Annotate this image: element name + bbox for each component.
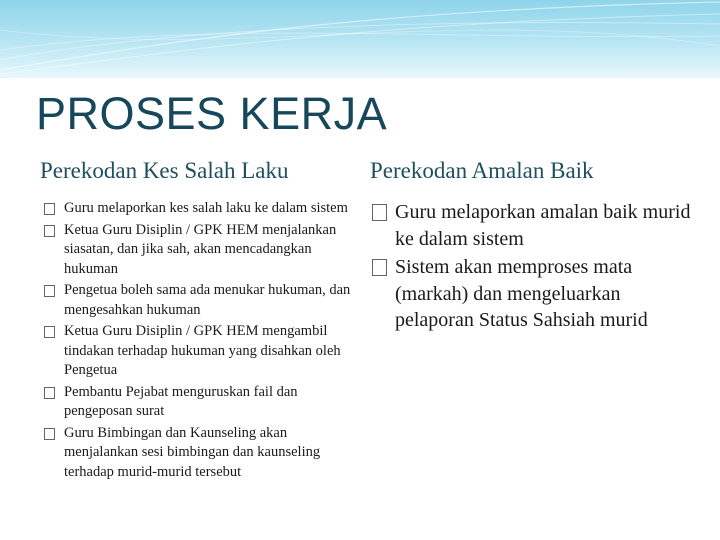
left-column-heading: Perekodan Kes Salah Laku <box>40 158 289 183</box>
right-column-heading: Perekodan Amalan Baik <box>370 158 594 183</box>
list-item: Guru melaporkan amalan baik murid ke dalam sistem <box>372 199 692 252</box>
list-item: Ketua Guru Disiplin / GPK HEM menjalankan siasatan, dan jika sah, akan mencadangkan hukuman <box>44 221 354 280</box>
left-bullet-list <box>44 199 354 484</box>
header-band <box>0 0 720 78</box>
list-item: Guru melaporkan kes salah laku ke dalam sistem <box>44 199 354 219</box>
square-bullet-icon <box>372 259 387 276</box>
square-bullet-icon <box>44 225 55 237</box>
square-bullet-icon <box>44 428 55 440</box>
square-bullet-icon <box>44 387 55 399</box>
square-bullet-icon <box>44 203 55 215</box>
list-item: Sistem akan memproses mata (markah) dan mengeluarkan pelaporan Status Sahsiah murid <box>372 254 692 334</box>
decorative-wave-lines <box>0 0 720 78</box>
list-item: Ketua Guru Disiplin / GPK HEM mengambil tindakan terhadap hukuman yang disahkan oleh Pengetua <box>44 322 354 381</box>
square-bullet-icon <box>44 326 55 338</box>
square-bullet-icon <box>372 204 387 221</box>
page-title: PROSES KERJA <box>36 88 388 139</box>
list-item: Pengetua boleh sama ada menukar hukuman, dan mengesahkan hukuman <box>44 281 354 320</box>
list-item: Guru Bimbingan dan Kaunseling akan menjalankan sesi bimbingan dan kaunseling terhadap murid-murid tersebut <box>44 424 354 483</box>
square-bullet-icon <box>44 285 55 297</box>
right-bullet-list <box>372 199 692 336</box>
list-item: Pembantu Pejabat menguruskan fail dan pengeposan surat <box>44 383 354 422</box>
